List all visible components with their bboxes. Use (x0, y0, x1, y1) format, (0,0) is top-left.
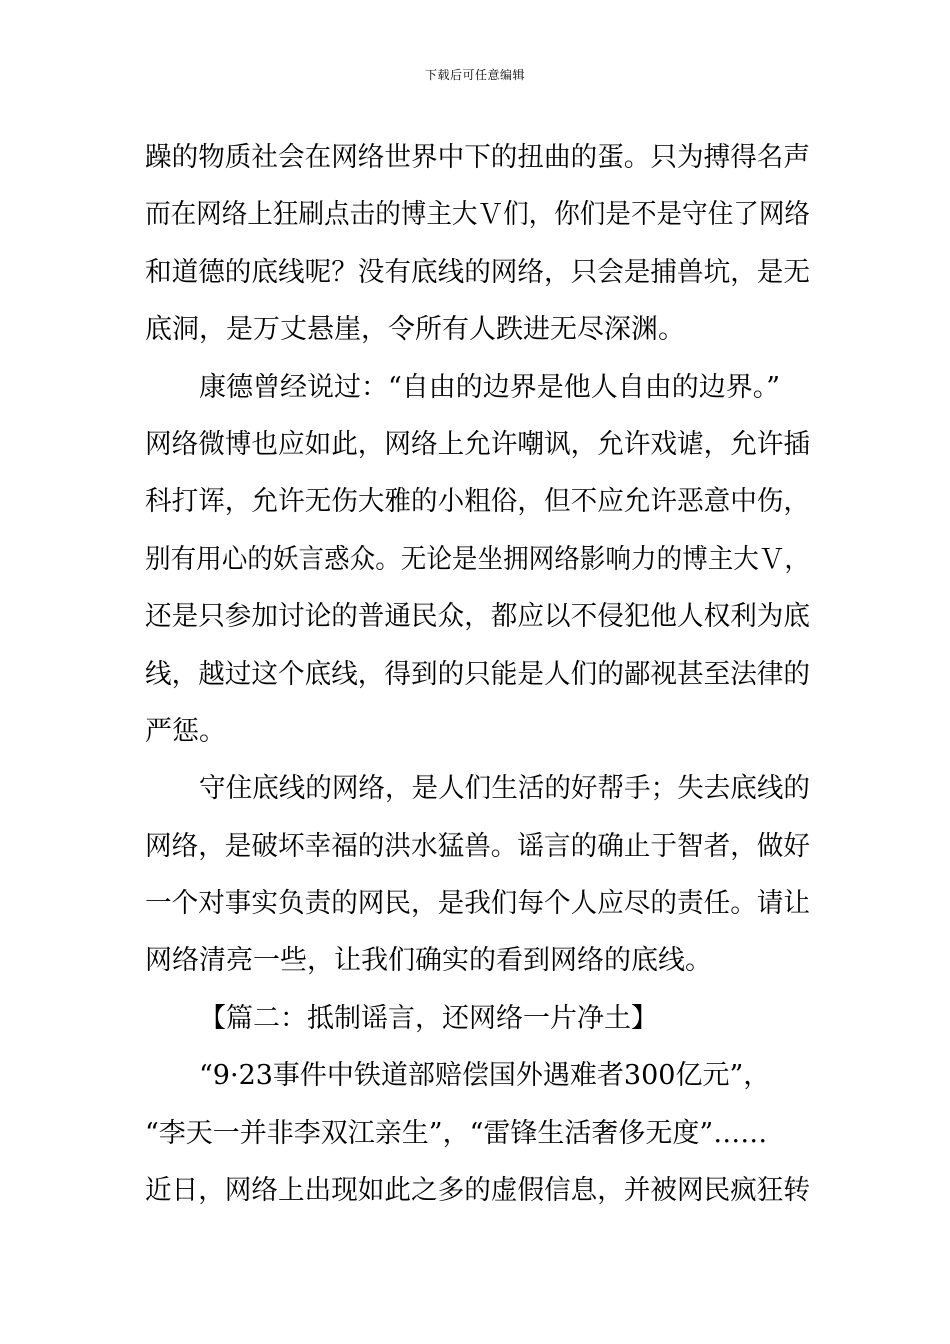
text-line: 科打诨，允许无伤大雅的小粗俗，但不应允许恶意中伤， (145, 486, 810, 518)
paragraph-start-line: “9·23事件中铁道部赔偿国外遇难者300亿元”， (199, 1060, 771, 1092)
header-text: 下载后可任意编辑 (424, 68, 525, 82)
section-heading: 【篇二：抵制谣言，还网络一片净土】 (199, 1002, 658, 1034)
text-line: 网络微博也应如此，网络上允许嘲讽，允许戏谑，允许插 (145, 428, 810, 460)
text-line: 近日，网络上出现如此之多的虚假信息，并被网民疯狂转 (145, 1175, 810, 1207)
text-line: 网络清亮一些，让我们确实的看到网络的底线。 (145, 945, 712, 977)
text-line: 躁的物质社会在网络世界中下的扭曲的蛋。只为搏得名声 (145, 142, 810, 173)
text-line: 严惩。 (145, 715, 226, 747)
text-line: 网络，是破坏幸福的洪水猛兽。谣言的确止于智者，做好 (145, 830, 810, 862)
document-body (145, 129, 810, 1219)
text-line: 底洞，是万丈悬崖，令所有人跌进无尽深渊。 (145, 314, 685, 346)
page-header (0, 66, 950, 83)
text-line: “李天一并非李双江亲生”，“雷锋生活奢侈无度”…… (145, 1117, 768, 1149)
text-line: 和道德的底线呢？没有底线的网络，只会是捕兽坑，是无 (145, 256, 810, 288)
text-line: 别有用心的妖言惑众。无论是坐拥网络影响力的博主大Ｖ， (145, 543, 810, 575)
paragraph-start-line: 康德曾经说过：“自由的边界是他人自由的边界。” (199, 371, 781, 403)
text-line: 而在网络上狂刷点击的博主大Ｖ们，你们是不是守住了网络 (145, 199, 810, 231)
paragraph-start-line: 守住底线的网络，是人们生活的好帮手；失去底线的 (199, 773, 810, 805)
text-line: 线，越过这个底线，得到的只能是人们的鄙视甚至法律的 (145, 658, 810, 690)
text-line: 一个对事实负责的网民，是我们每个人应尽的责任。请让 (145, 888, 810, 920)
text-line: 还是只参加讨论的普通民众，都应以不侵犯他人权利为底 (145, 601, 810, 633)
